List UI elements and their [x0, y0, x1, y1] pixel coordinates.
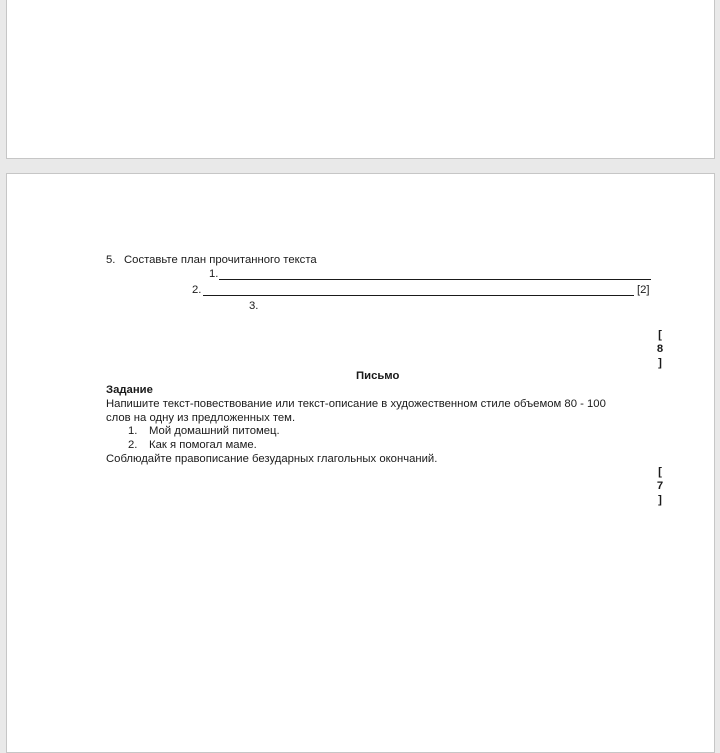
score-box-value: 7 — [656, 480, 664, 492]
question-5-number: 5. — [106, 254, 116, 266]
plan-item-1-answer-line — [219, 279, 651, 280]
score-box-close-bracket: ] — [658, 494, 662, 506]
question-5-points: [2] — [637, 284, 650, 296]
topic-1-number: 1. — [128, 425, 138, 437]
topic-2-number: 2. — [128, 439, 138, 451]
plan-item-3-number: 3. — [249, 300, 259, 312]
score-box-open-bracket: [ — [658, 466, 662, 478]
question-5-text: Составьте план прочитанного текста — [124, 254, 317, 266]
plan-item-2-answer-line — [203, 295, 634, 296]
score-box-value: 8 — [656, 343, 664, 355]
score-box-close-bracket: ] — [658, 357, 662, 369]
plan-item-2-number: 2. — [192, 284, 202, 296]
section-title-writing: Письмо — [356, 370, 400, 382]
score-box-open-bracket: [ — [658, 329, 662, 341]
previous-page — [6, 0, 715, 159]
topic-2-text: Как я помогал маме. — [149, 439, 257, 451]
score-box-8 — [655, 328, 665, 370]
score-box-7 — [655, 465, 665, 507]
task-label: Задание — [106, 384, 153, 396]
topic-1-text: Мой домашний питомец. — [149, 425, 280, 437]
spelling-note: Соблюдайте правописание безударных глагольных окончаний. — [106, 453, 438, 465]
plan-item-1-number: 1. — [209, 268, 219, 280]
task-text-line-2: слов на одну из предложенных тем. — [106, 412, 296, 424]
task-text-line-1: Напишите текст-повествование или текст-описание в художественном стиле объемом 80 - 100 — [106, 398, 606, 410]
